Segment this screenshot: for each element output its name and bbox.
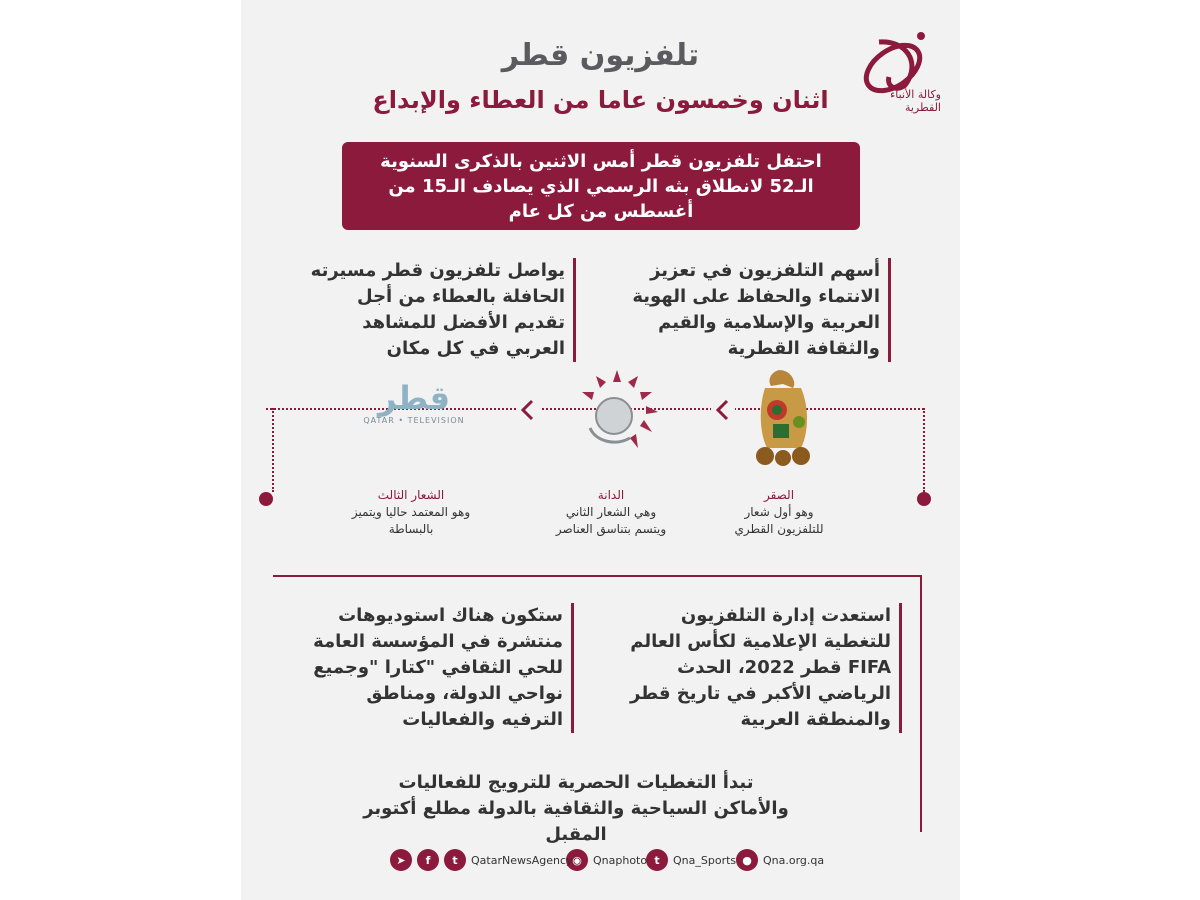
chevron-left-icon xyxy=(516,398,540,422)
point-journey-text: يواصل تلفزيون قطر مسيرته الحافلة بالعطاء من أجل تقديم الأفضل للمشاهد العربي في كل مكان xyxy=(310,260,565,359)
footer-photo-label: Qnaphoto xyxy=(593,853,648,867)
caption-pearl xyxy=(531,487,691,538)
point-identity xyxy=(630,258,891,362)
globe-icon: ● xyxy=(736,849,758,871)
intro-banner: احتفل تلفزيون قطر أمس الاثنين بالذكرى السنوية الـ52 لانطلاق بثه الرسمي الذي يصادف الـ15 من أغسطس من كل عام xyxy=(342,142,860,230)
timeline-right-drop xyxy=(923,408,925,492)
caption-third-title: الشعار الثالث xyxy=(377,488,445,502)
caption-falcon-line2: للتلفزيون القطري xyxy=(734,522,824,536)
caption-falcon xyxy=(709,487,849,538)
point-studios-text: ستكون هناك استوديوهات منتشرة في المؤسسة العامة للحي الثقافي "كتارا "وجميع نواحي الدولة، ومناطق الترفيه والفعاليات xyxy=(313,605,563,730)
caption-third-line1: وهو المعتمد حاليا ويتميز xyxy=(351,505,471,519)
timeline-left-drop xyxy=(272,408,274,492)
point-journey xyxy=(300,258,576,362)
point-identity-text: أسهم التلفزيون في تعزيز الانتماء والحفاظ على الهوية العربية والإسلامية والقيم والثقافة القطرية xyxy=(632,260,880,359)
caption-pearl-title: الدانة xyxy=(597,488,625,502)
instagram-icon: ◉ xyxy=(566,849,588,871)
point-worldcup-text: استعدت إدارة التلفزيون للتغطية الإعلامية لكأس العالم FIFA قطر 2022، الحدث الرياضي الأكبر في تاريخ قطر والمنطقة العربية xyxy=(629,605,891,730)
caption-pearl-line1: وهي الشعار الثاني xyxy=(565,505,657,519)
footer-website[interactable] xyxy=(736,849,824,871)
infographic-card xyxy=(241,0,960,900)
footer-agency[interactable] xyxy=(390,849,573,871)
footer-sports[interactable] xyxy=(646,849,736,871)
telegram-icon: ➤ xyxy=(390,849,412,871)
falcon-emblem-icon xyxy=(753,366,815,474)
agency-name-line2: القطرية xyxy=(904,101,941,114)
timeline-dot-right xyxy=(917,492,931,506)
footer-sports-label: Qna_Sports xyxy=(673,853,737,867)
page-subtitle: اثنان وخمسون عاما من العطاء والإبداع xyxy=(372,86,829,114)
point-studios xyxy=(301,603,574,733)
caption-falcon-title: الصقر xyxy=(763,488,795,502)
agency-name-line1: وكالة الأنباء xyxy=(890,88,941,101)
qatar-tv-logo-arabic: قطر xyxy=(377,379,451,417)
qatar-tv-logo xyxy=(353,380,475,432)
caption-pearl-line2: ويتسم بتناسق العناصر xyxy=(555,522,667,536)
facebook-icon: f xyxy=(417,849,439,871)
qatar-tv-logo-latin: QATAR • TELEVISION xyxy=(363,416,465,425)
timeline-dot-left xyxy=(259,492,273,506)
pearl-emblem-icon xyxy=(572,368,662,458)
footer-agency-label: QatarNewsAgency xyxy=(471,853,573,867)
caption-third-line2: بالبساطة xyxy=(388,522,434,536)
point-october: تبدأ التغطيات الحصرية للترويج للفعاليات والأماكن السياحية والثقافية بالدولة مطلع أكتوبر المقبل xyxy=(363,772,789,845)
chevron-left-icon xyxy=(711,398,735,422)
footer-photo[interactable] xyxy=(566,849,647,871)
twitter-icon: t xyxy=(646,849,668,871)
point-worldcup xyxy=(621,603,902,733)
twitter-icon: t xyxy=(444,849,466,871)
caption-falcon-line1: وهو أول شعار xyxy=(744,505,814,519)
page-title: تلفزيون قطر xyxy=(501,38,700,73)
footer-website-label: Qna.org.qa xyxy=(763,853,825,867)
caption-third xyxy=(331,487,491,538)
